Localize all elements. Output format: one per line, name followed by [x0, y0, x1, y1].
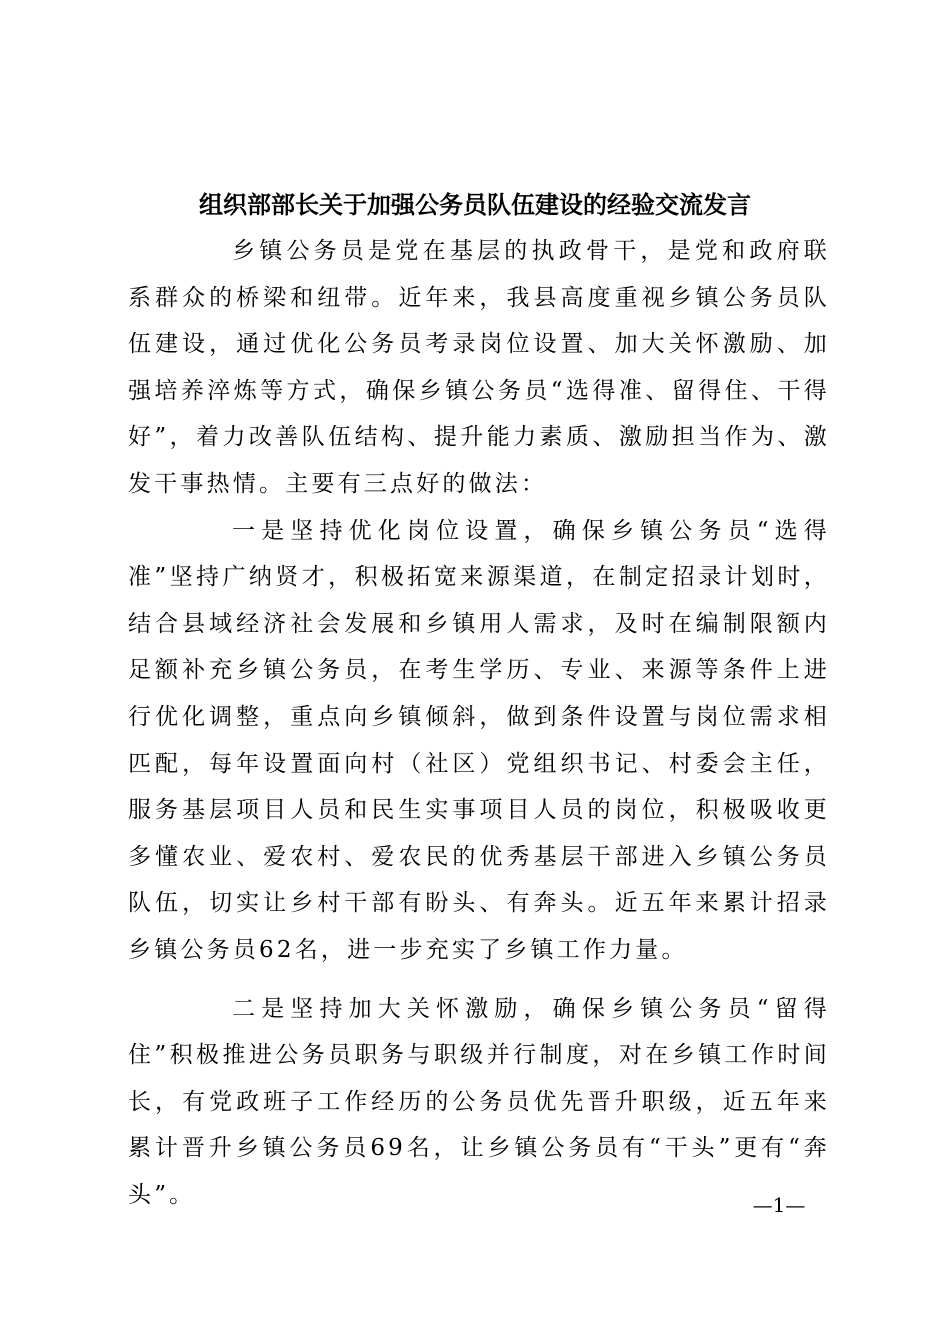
paragraph-point-one: 一是坚持优化岗位设置，确保乡镇公务员“选得准”坚持广纳贤才，积极拓宽来源渠道，在制定招录计划时，结合县域经济社会发展和乡镇用人需求，及时在编制限额内足额补充乡镇公务员，在考生学历、专业、来源等条件上进行优化调整，重点向乡镇倾斜，做到条件设置与岗位需求相匹配，每年设置面向村（社区）党组织书记、村委会主任，服务基层项目人员和民生实事项目人员的岗位，积极吸收更多懂农业、爱农村、爱农民的优秀基层干部进入乡镇公务员队伍，切实让乡村干部有盼头、有奔头。近五年来累计招录乡镇公务员62名，进一步充实了乡镇工作力量。	[128, 517, 830, 963]
paragraph-point-two: 二是坚持加大关怀激励，确保乡镇公务员“留得住”积极推进公务员职务与职级并行制度，对在乡镇工作时间长，有党政班子工作经历的公务员优先晋升职级，近五年来累计晋升乡镇公务员69名，让乡镇公务员有“干头”更有“奔头”。	[128, 995, 830, 1208]
document-title: 组织部部长关于加强公务员队伍建设的经验交流发言	[199, 191, 751, 219]
document-body	[128, 228, 830, 1218]
page-number: —1—	[752, 1193, 806, 1217]
paragraph-intro: 乡镇公务员是党在基层的执政骨干，是党和政府联系群众的桥梁和纽带。近年来，我县高度重视乡镇公务员队伍建设，通过优化公务员考录岗位设置、加大关怀激励、加强培养淬炼等方式，确保乡镇公务员“选得准、留得住、干得好”，着力改善队伍结构、提升能力素质、激励担当作为、激发干事热情。主要有三点好的做法：	[128, 238, 830, 497]
